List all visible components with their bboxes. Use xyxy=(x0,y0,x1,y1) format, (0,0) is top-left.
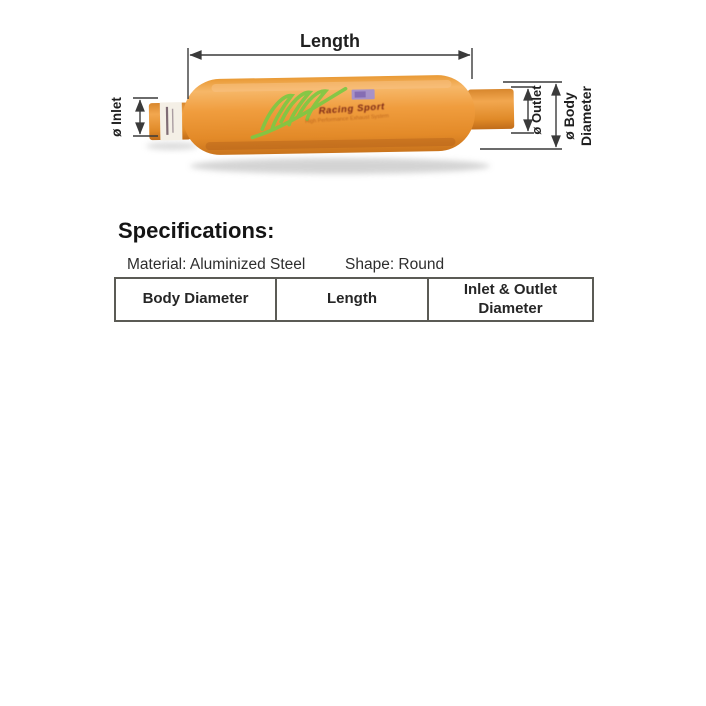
header-body-diameter: Body Diameter xyxy=(115,278,276,321)
logo-subtext: High Performance Exhaust System xyxy=(304,113,390,126)
muffler-diagram xyxy=(0,0,706,215)
logo-text: Racing Sport xyxy=(318,101,386,117)
header-length: Length xyxy=(276,278,428,321)
shape-text: Shape: Round xyxy=(345,256,445,273)
inlet-dimension-label: ø Inlet xyxy=(109,97,124,137)
header-inlet-outlet-diameter: Inlet & Outlet Diameter xyxy=(428,278,593,321)
table-header-row xyxy=(115,278,593,321)
specifications-table xyxy=(114,277,594,322)
outlet-dimension-label: ø Outlet xyxy=(529,85,544,135)
material-text: Material: Aluminized Steel xyxy=(127,256,306,273)
body-diameter-dimension-label-line2: Diameter xyxy=(578,86,594,146)
specifications-heading: Specifications: xyxy=(118,218,275,243)
inlet-pipe-sticker xyxy=(160,102,183,140)
logo-sticker xyxy=(352,89,375,99)
body-diameter-dimension-label-line1: ø Body xyxy=(561,92,577,140)
length-dimension-label: Length xyxy=(300,31,360,51)
